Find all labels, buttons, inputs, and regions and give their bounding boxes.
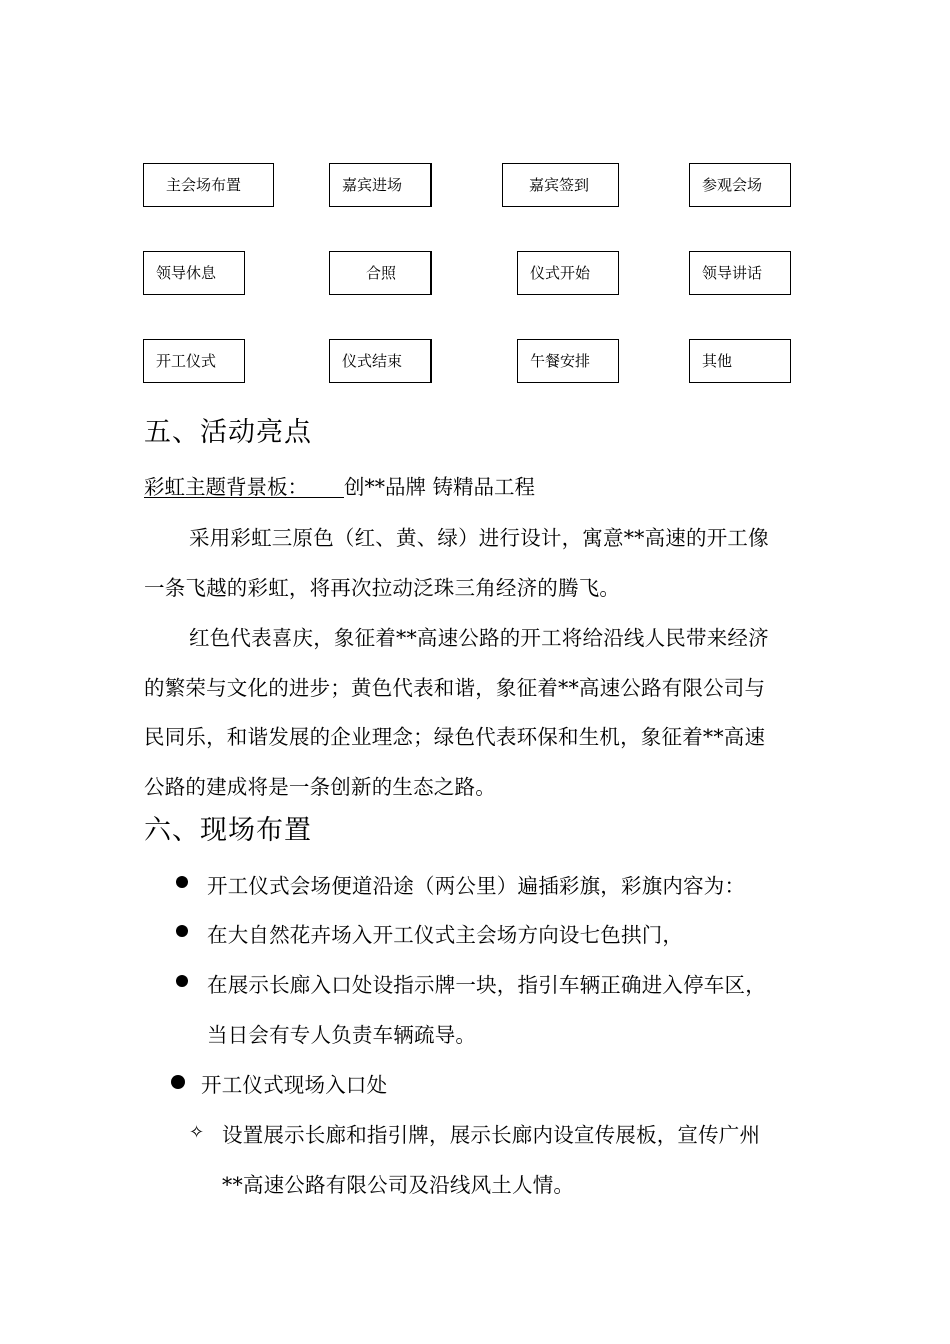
bullet-4-text: 开工仪式现场入口处: [201, 1073, 388, 1097]
paragraph-2-line-1: 红色代表喜庆，象征着**高速公路的开工将给沿线人民带来经济: [189, 626, 769, 650]
bullet-icon: [176, 975, 188, 987]
flow-box-groundbreaking: 开工仪式: [143, 339, 245, 383]
bullet-2-text: 在大自然花卉场入开工仪式主会场方向设七色拱门，: [207, 923, 684, 947]
flow-box-leader-rest: 领导休息: [143, 251, 245, 295]
paragraph-1-line-1: 采用彩虹三原色（红、黄、绿）进行设计，寓意**高速的开工像: [189, 526, 769, 550]
bullet-icon: [171, 1075, 185, 1089]
section-5-heading: 五、活动亮点: [144, 417, 312, 448]
flow-box-main-venue-setup: 主会场布置: [143, 163, 274, 207]
flow-box-visit-venue: 参观会场: [689, 163, 791, 207]
backdrop-subtitle-text: 创**品牌 铸精品工程: [344, 475, 536, 499]
flow-box-lunch: 午餐安排: [517, 339, 619, 383]
paragraph-1-line-2: 一条飞越的彩虹，将再次拉动泛珠三角经济的腾飞。: [144, 576, 621, 600]
sub-bullet-1-line-2: **高速公路有限公司及沿线风土人情。: [222, 1173, 575, 1197]
backdrop-subtitle-label: 彩虹主题背景板：: [144, 475, 308, 499]
flow-box-guest-signin: 嘉宾签到: [502, 163, 619, 207]
bullet-3-line-2: 当日会有专人负责车辆疏导。: [207, 1023, 477, 1047]
bullet-1-text: 开工仪式会场便道沿途（两公里）遍插彩旗，彩旗内容为：: [207, 874, 746, 898]
section-6-heading: 六、现场布置: [144, 815, 312, 846]
bullet-3-line-1: 在展示长廊入口处设指示牌一块，指引车辆正确进入停车区，: [207, 973, 766, 997]
flow-box-other: 其他: [689, 339, 791, 383]
paragraph-2-line-2: 的繁荣与文化的进步；黄色代表和谐，象征着**高速公路有限公司与: [144, 676, 766, 700]
backdrop-subtitle: [144, 470, 535, 500]
bullet-icon: [176, 925, 188, 937]
flow-box-group-photo: 合照: [329, 251, 432, 295]
diamond-bullet-icon: ✧: [189, 1122, 205, 1143]
flow-box-ceremony-end: 仪式结束: [329, 339, 432, 383]
flow-box-ceremony-start: 仪式开始: [517, 251, 619, 295]
paragraph-2-line-3: 民同乐，和谐发展的企业理念；绿色代表环保和生机，象征着**高速: [144, 725, 766, 749]
flow-box-leader-speech: 领导讲话: [689, 251, 791, 295]
paragraph-2-line-4: 公路的建成将是一条创新的生态之路。: [144, 775, 496, 799]
sub-bullet-1-line-1: 设置展示长廊和指引牌，展示长廊内设宣传展板，宣传广州: [222, 1123, 761, 1147]
bullet-icon: [176, 876, 188, 888]
flow-box-guest-entry: 嘉宾进场: [329, 163, 432, 207]
subtitle-underline: [144, 497, 344, 498]
